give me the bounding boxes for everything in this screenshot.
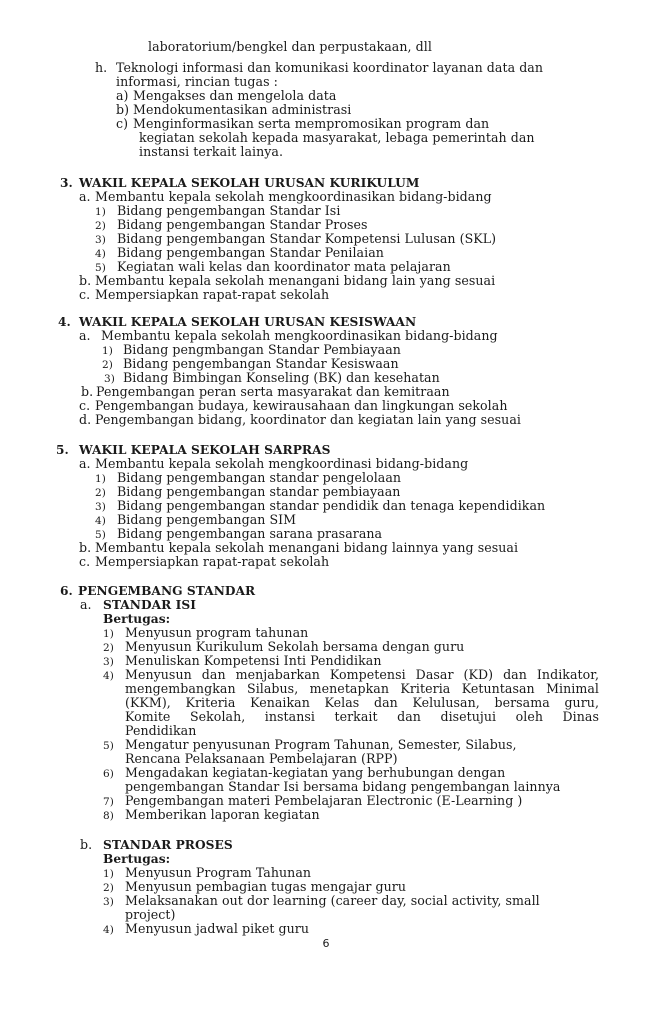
item-text: Membantu kepala sekolah mengkoordinasikan bidang-bidang (95, 189, 492, 204)
item-marker: h. (95, 60, 108, 75)
sub-text: Bidang pengembangan Standar Proses (117, 217, 368, 232)
list-marker: 8) (103, 810, 114, 822)
sub-marker: b) (116, 102, 130, 117)
list-marker: 2) (103, 882, 114, 894)
sub-marker: 2) (95, 487, 106, 499)
sub-marker: 4) (95, 515, 106, 527)
list-text: Menyusun Program Tahunan (125, 865, 312, 880)
item-text: informasi, rincian tugas : (116, 74, 278, 89)
sub-marker: c) (116, 116, 129, 131)
item-text: Pengembangan bidang, koordinator dan kegiatan lain yang sesuai (95, 412, 521, 427)
item-text: Mempersiapkan rapat-rapat sekolah (95, 554, 330, 569)
list-text: Menuliskan Kompetensi Inti Pendidikan (125, 653, 382, 668)
list-text: Mengadakan kegiatan-kegiatan yang berhubungan dengan (125, 765, 506, 780)
list-text: Pengembangan materi Pembelajaran Electronic (E-Learning ) (125, 793, 523, 808)
section-marker: 6. (60, 584, 73, 598)
sub-marker: 1) (95, 206, 106, 218)
item-marker: a. (79, 189, 91, 204)
subsection-marker: a. (80, 597, 92, 612)
sub-marker: 2) (102, 359, 113, 371)
item-marker: c. (79, 398, 91, 413)
item-text: Pengembangan peran serta masyarakat dan kemitraan (96, 384, 450, 399)
list-marker: 4) (103, 670, 114, 682)
section-title: WAKIL KEPALA SEKOLAH URUSAN KESISWAAN (79, 315, 417, 329)
sub-marker: a) (116, 88, 129, 103)
section-title: WAKIL KEPALA SEKOLAH SARPRAS (79, 443, 331, 457)
sub-marker: 3) (95, 501, 106, 513)
list-text: Menyusun dan menjabarkan Kompetensi Dasar (KD) dan Indikator, (125, 667, 599, 682)
sub-text: Kegiatan wali kelas dan koordinator mata pelajaran (117, 259, 451, 274)
list-text: Memberikan laporan kegiatan (125, 807, 320, 822)
sub-text: kegiatan sekolah kepada masyarakat, lebaga pemerintah dan (139, 130, 535, 145)
sub-text: Mendokumentasikan administrasi (133, 102, 352, 117)
list-text: pengembangan Standar Isi bersama bidang pengembangan lainnya (125, 779, 561, 794)
subsection-title: STANDAR ISI (103, 598, 196, 612)
item-marker: b. (79, 273, 92, 288)
list-text: mengembangkan Silabus, menetapkan Kriteria Ketuntasan Minimal (125, 681, 599, 696)
list-text: Komite Sekolah, instansi terkait dan disetujui oleh Dinas (125, 709, 599, 724)
sub-text: Bidang pengembangan Standar Kesiswaan (123, 356, 399, 371)
section-title: WAKIL KEPALA SEKOLAH URUSAN KURIKULUM (79, 176, 420, 190)
sub-text: Bidang pengembangan sarana prasarana (117, 526, 383, 541)
sub-text: Mengakses dan mengelola data (133, 88, 337, 103)
sub-text: Bidang pengembangan SIM (117, 512, 297, 527)
section-marker: 5. (56, 443, 69, 457)
section-marker: 4. (58, 315, 71, 329)
list-marker: 5) (103, 740, 114, 752)
list-text: Mengatur penyusunan Program Tahunan, Semester, Silabus, (125, 737, 517, 752)
sub-marker: 1) (102, 345, 113, 357)
list-marker: 1) (103, 628, 114, 640)
item-marker: d. (79, 412, 92, 427)
sub-text: Bidang pengmbangan Standar Pembiayaan (123, 342, 401, 357)
sub-marker: 1) (95, 473, 106, 485)
sub-marker: 3) (104, 373, 115, 385)
sub-marker: 2) (95, 220, 106, 232)
list-marker: 6) (103, 768, 114, 780)
section-marker: 3. (60, 176, 73, 190)
item-marker: b. (79, 540, 92, 555)
list-text: Rencana Pelaksanaan Pembelajaran (RPP) (125, 751, 398, 766)
list-marker: 7) (103, 796, 114, 808)
item-text: Membantu kepala sekolah mengkoordinasi bidang-bidang (95, 456, 469, 471)
list-marker: 3) (103, 656, 114, 668)
list-text: Menyusun Kurikulum Sekolah bersama dengan guru (125, 639, 465, 654)
continuation-line: laboratorium/bengkel dan perpustakaan, dll (148, 39, 432, 54)
sub-marker: 4) (95, 248, 106, 260)
list-text: Menyusun program tahunan (125, 625, 309, 640)
item-marker: c. (79, 287, 91, 302)
sub-text: Bidang pengembangan standar pengelolaan (117, 470, 402, 485)
page-number: 6 (322, 937, 330, 950)
item-text: Membantu kepala sekolah menangani bidang lainnya yang sesuai (95, 540, 519, 555)
sub-text: Bidang Bimbingan Konseling (BK) dan kesehatan (123, 370, 440, 385)
sub-marker: 3) (95, 234, 106, 246)
item-text: Mempersiapkan rapat-rapat sekolah (95, 287, 330, 302)
subsection-label: Bertugas: (103, 612, 171, 626)
list-text: Menyusun jadwal piket guru (125, 921, 310, 936)
sub-text: Bidang pengembangan Standar Penilaian (117, 245, 384, 260)
list-marker: 2) (103, 642, 114, 654)
item-marker: a. (79, 456, 91, 471)
subsection-title: STANDAR PROSES (103, 838, 233, 852)
list-marker: 1) (103, 868, 114, 880)
sub-text: Menginformasikan serta mempromosikan program dan (133, 116, 490, 131)
list-text: Menyusun pembagian tugas mengajar guru (125, 879, 407, 894)
item-marker: a. (79, 328, 91, 343)
section-title: PENGEMBANG STANDAR (78, 584, 256, 598)
sub-marker: 5) (95, 262, 106, 274)
sub-text: instansi terkait lainya. (139, 144, 284, 159)
sub-marker: 5) (95, 529, 106, 541)
item-text: Pengembangan budaya, kewirausahaan dan lingkungan sekolah (95, 398, 508, 413)
list-text: Melaksanakan out dor learning (career day, social activity, small (125, 893, 540, 908)
list-marker: 3) (103, 896, 114, 908)
list-text: Pendidikan (125, 723, 197, 738)
item-text: Membantu kepala sekolah menangani bidang lain yang sesuai (95, 273, 496, 288)
item-marker: b. (81, 384, 94, 399)
sub-text: Bidang pengembangan Standar Isi (117, 203, 341, 218)
subsection-marker: b. (80, 837, 93, 852)
item-text: Membantu kepala sekolah mengkoordinasikan bidang-bidang (101, 328, 498, 343)
item-marker: c. (79, 554, 91, 569)
list-text: project) (125, 907, 176, 922)
sub-text: Bidang pengembangan Standar Kompetensi Lulusan (SKL) (117, 231, 497, 246)
list-text: (KKM), Kriteria Kenaikan Kelas dan Kelulusan, bersama guru, (125, 695, 599, 710)
sub-text: Bidang pengembangan standar pendidik dan tenaga kependidikan (117, 498, 546, 513)
list-marker: 4) (103, 924, 114, 936)
item-text: Teknologi informasi dan komunikasi koordinator layanan data dan (116, 60, 544, 75)
sub-text: Bidang pengembangan standar pembiayaan (117, 484, 401, 499)
subsection-label: Bertugas: (103, 852, 171, 866)
